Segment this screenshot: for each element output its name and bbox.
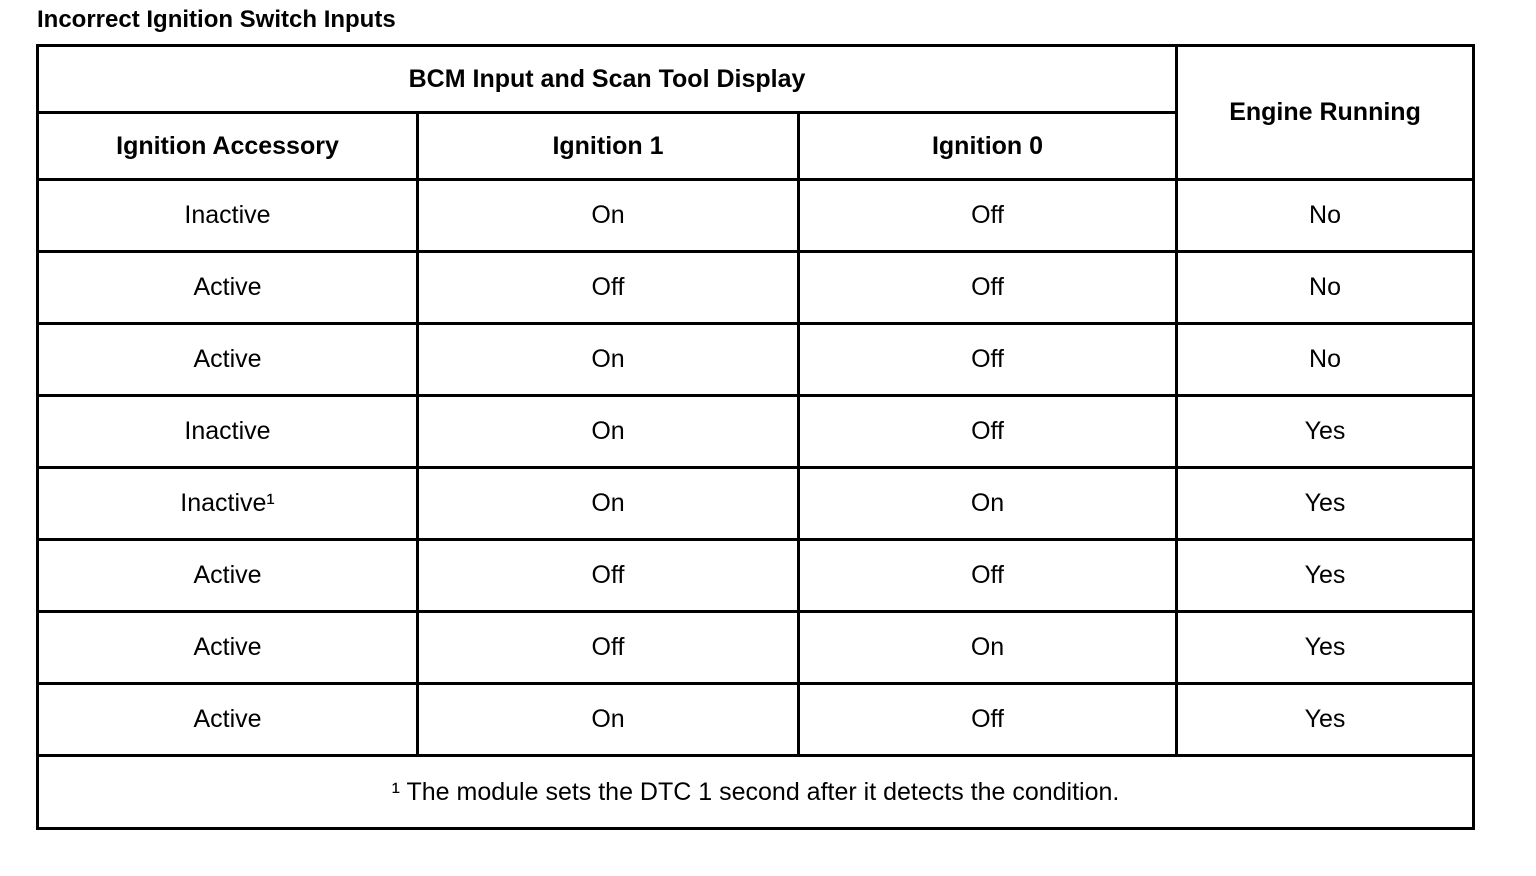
table-row	[38, 684, 1474, 756]
table-row	[38, 252, 1474, 324]
cell-ignition-accessory: Active	[38, 540, 418, 612]
table-row	[38, 396, 1474, 468]
cell-ignition-accessory: Inactive	[38, 396, 418, 468]
cell-engine-running: Yes	[1177, 684, 1474, 756]
cell-ignition-0: Off	[799, 396, 1177, 468]
cell-ignition-1: On	[418, 684, 799, 756]
cell-ignition-1: Off	[418, 612, 799, 684]
cell-ignition-0: Off	[799, 324, 1177, 396]
table-footnote: ¹ The module sets the DTC 1 second after it detects the condition.	[38, 756, 1474, 829]
cell-ignition-accessory: Active	[38, 612, 418, 684]
cell-ignition-1: On	[418, 324, 799, 396]
cell-engine-running: No	[1177, 252, 1474, 324]
cell-ignition-0: Off	[799, 180, 1177, 252]
table-row	[38, 612, 1474, 684]
cell-ignition-0: On	[799, 612, 1177, 684]
table-group-header-row	[38, 46, 1474, 113]
cell-ignition-accessory: Active	[38, 252, 418, 324]
ignition-inputs-table	[36, 44, 1475, 830]
cell-ignition-1: On	[418, 396, 799, 468]
cell-engine-running: Yes	[1177, 396, 1474, 468]
cell-ignition-0: On	[799, 468, 1177, 540]
cell-ignition-accessory: Active	[38, 684, 418, 756]
cell-engine-running: Yes	[1177, 468, 1474, 540]
table-row	[38, 180, 1474, 252]
cell-ignition-1: On	[418, 468, 799, 540]
table-row	[38, 324, 1474, 396]
cell-engine-running: No	[1177, 180, 1474, 252]
column-header-ignition-0: Ignition 0	[799, 113, 1177, 180]
cell-engine-running: Yes	[1177, 612, 1474, 684]
table-row	[38, 468, 1474, 540]
cell-engine-running: Yes	[1177, 540, 1474, 612]
column-header-ignition-1: Ignition 1	[418, 113, 799, 180]
cell-ignition-0: Off	[799, 252, 1177, 324]
cell-ignition-accessory: Active	[38, 324, 418, 396]
cell-ignition-accessory: Inactive	[38, 180, 418, 252]
cell-ignition-1: On	[418, 180, 799, 252]
cell-ignition-0: Off	[799, 684, 1177, 756]
table-row	[38, 540, 1474, 612]
column-header-engine-running: Engine Running	[1177, 46, 1474, 180]
cell-ignition-1: Off	[418, 540, 799, 612]
cell-ignition-accessory: Inactive¹	[38, 468, 418, 540]
group-header-bcm-input: BCM Input and Scan Tool Display	[38, 46, 1177, 113]
document-title: Incorrect Ignition Switch Inputs	[37, 6, 396, 33]
cell-ignition-0: Off	[799, 540, 1177, 612]
column-header-ignition-accessory: Ignition Accessory	[38, 113, 418, 180]
cell-ignition-1: Off	[418, 252, 799, 324]
cell-engine-running: No	[1177, 324, 1474, 396]
footnote-row	[38, 756, 1474, 829]
